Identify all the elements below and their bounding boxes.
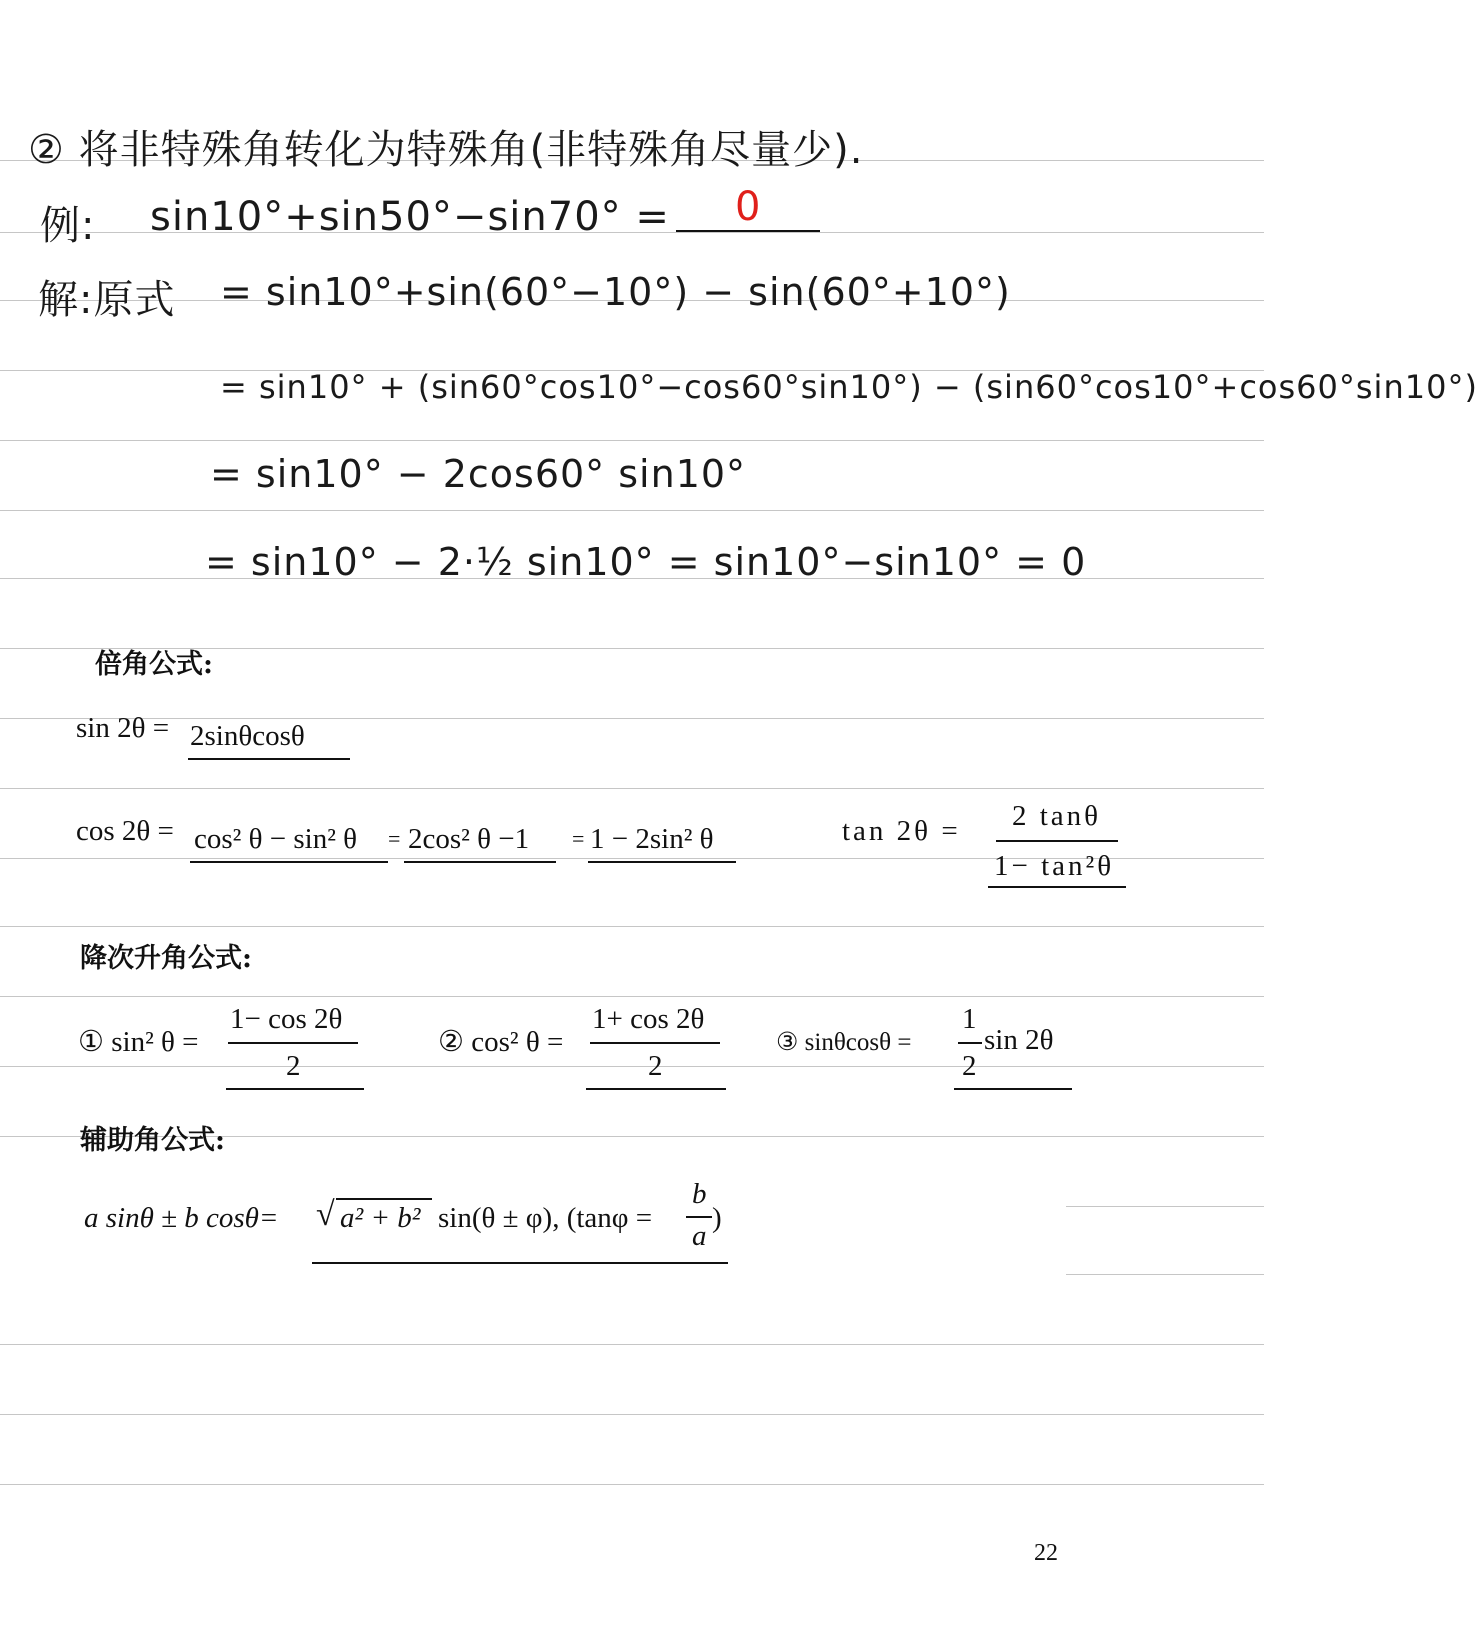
ruled-line [0,718,1264,719]
sin-double-rhs: 2sinθcosθ [190,720,305,752]
cos-form-3-underline [588,861,736,863]
sin-double-underline [188,758,350,760]
radical-sign: √ [316,1196,335,1233]
cos-double-form-3: 1 − 2sin² θ [590,823,714,855]
double-angle-heading: 倍角公式: [95,649,213,680]
example-expression: sin10°+sin50°−sin70° = [150,194,670,240]
formula-1-fraction-bar [228,1042,358,1044]
cos-form-1-underline [190,861,388,863]
example-answer: 0 [735,184,762,230]
formula-3-denominator: 2 [962,1050,977,1082]
formula-2-underline [586,1088,726,1090]
formula-3-fraction-bar [958,1042,982,1044]
formula-3-underline [954,1088,1072,1090]
auxiliary-fraction-bar [686,1216,712,1218]
cos-double-equals: = [388,826,401,851]
cos-double-equals-2: = [572,826,585,851]
tan-double-lhs: tan 2θ = [842,815,961,847]
solution-step-2: = sin10° + (sin60°cos10°−cos60°sin10°) − (sin60°cos10°+cos60°sin10°) [220,368,1478,406]
handwritten-title: ② 将非特殊角转化为特殊角(非特殊角尽量少). [28,127,864,173]
ruled-line [1066,1274,1264,1275]
power-reduction-heading: 降次升角公式: [80,943,252,974]
ruled-line [0,788,1264,789]
auxiliary-lhs: a sinθ ± b cosθ= [84,1202,279,1234]
solution-label: 解:原式 [38,277,176,323]
ruled-line [0,1066,1264,1067]
tan-double-numerator: 2 tanθ [1012,800,1102,832]
formula-2-denominator: 2 [648,1050,663,1082]
formula-1-numerator: 1− cos 2θ [230,1003,343,1035]
formula-1-underline [226,1088,364,1090]
formula-3-numerator: 1 [962,1003,977,1035]
ruled-line [0,440,1264,441]
tan-fraction-bar [996,840,1118,842]
solution-step-4: = sin10° − 2·½ sin10° = sin10°−sin10° = 0 [205,540,1087,584]
formula-2-fraction-bar [590,1042,720,1044]
auxiliary-radical: a² + b² [340,1202,421,1234]
ruled-line [0,1344,1264,1345]
ruled-line [0,926,1264,927]
cos-form-2-underline [404,861,556,863]
formula-2-lhs: ② cos² θ = [438,1026,564,1058]
formula-3-tail: sin 2θ [984,1024,1054,1056]
ruled-line [0,1484,1264,1485]
solution-step-3: = sin10° − 2cos60° sin10° [210,452,747,496]
answer-blank-underline [676,230,820,232]
auxiliary-underline [312,1262,728,1264]
ruled-line [0,996,1264,997]
radical-bar [336,1198,432,1200]
auxiliary-angle-heading: 辅助角公式: [80,1125,225,1156]
cos-double-form-2: 2cos² θ −1 [408,823,530,855]
ruled-line [0,510,1264,511]
tan-double-underline [988,886,1126,888]
sin-double-lhs: sin 2θ = [76,712,170,744]
ruled-line [0,1414,1264,1415]
example-label: 例: [40,203,96,249]
auxiliary-close-paren: ) [712,1202,722,1234]
solution-step-1: = sin10°+sin(60°−10°) − sin(60°+10°) [220,270,1011,314]
formula-1-lhs: ① sin² θ = [78,1026,199,1058]
formula-2-numerator: 1+ cos 2θ [592,1003,705,1035]
auxiliary-frac-numerator: b [692,1178,707,1210]
page-number: 22 [1034,1540,1058,1566]
tan-double-denominator: 1− tan²θ [994,850,1115,882]
formula-1-denominator: 2 [286,1050,301,1082]
cos-double-lhs: cos 2θ = [76,815,174,847]
cos-double-form-1: cos² θ − sin² θ [194,823,358,855]
auxiliary-frac-denominator: a [692,1220,707,1252]
auxiliary-rhs: sin(θ ± φ), (tanφ = [438,1202,653,1234]
ruled-line [1066,1206,1264,1207]
formula-3-lhs: ③ sinθcosθ = [776,1029,912,1056]
